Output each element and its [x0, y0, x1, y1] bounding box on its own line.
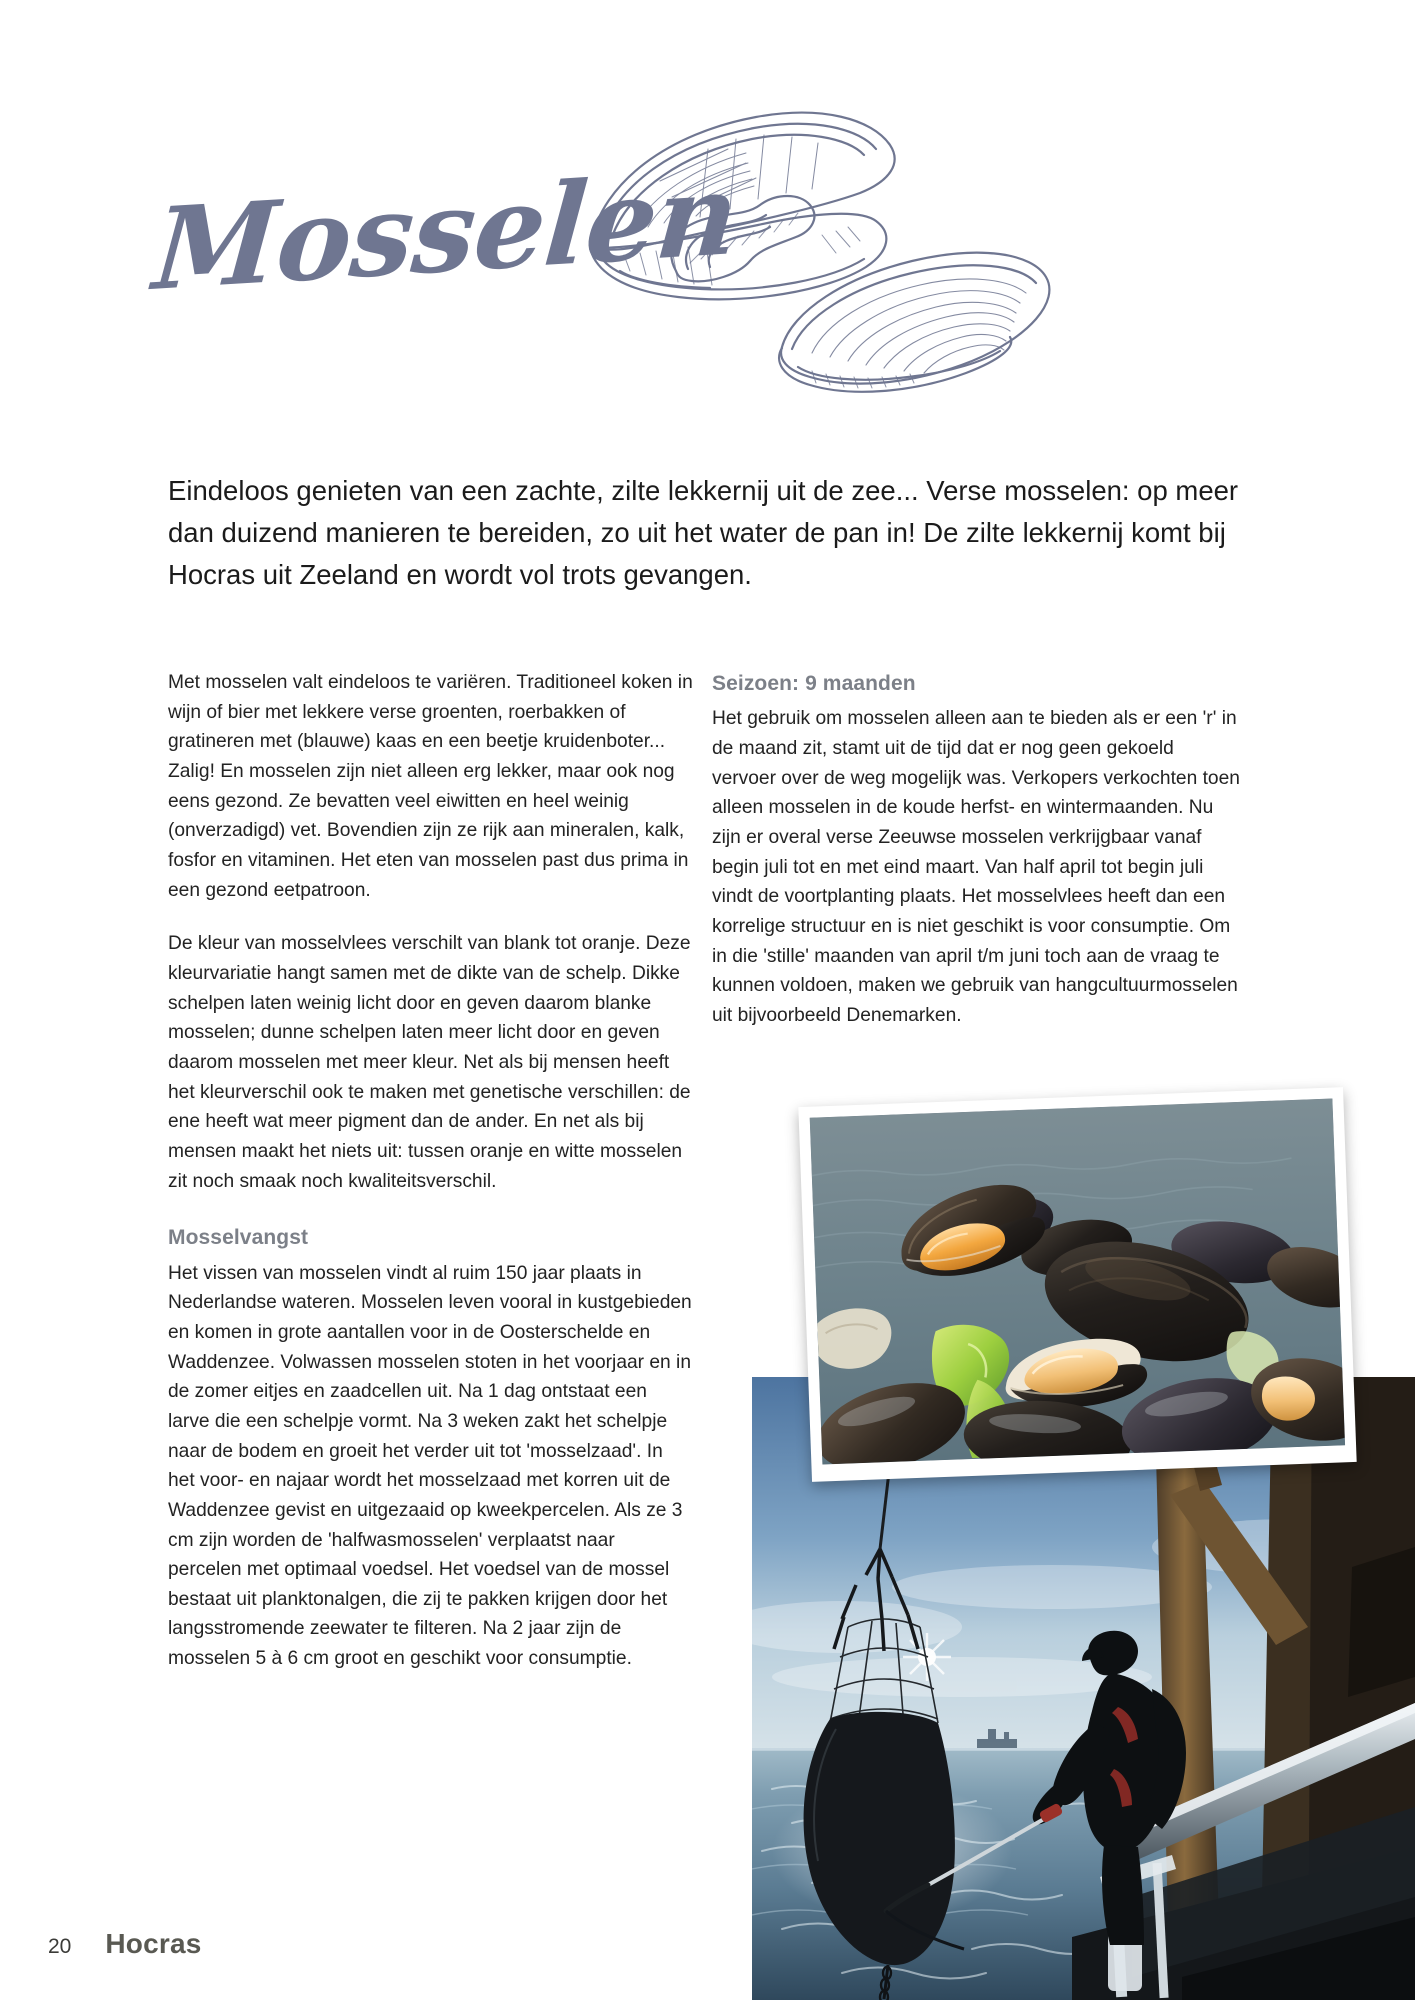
- right-column: [712, 668, 1242, 1031]
- page-number: 20: [48, 1935, 72, 1958]
- right-paragraph-1: Het gebruik om mosselen alleen aan te bieden als er een 'r' in de maand zit, stamt uit de tijd dat er nog geen gekoeld vervoer over de weg mogelijk was. Verkopers verkochten toen alleen mosselen in de koude herfst- en wintermaanden. Nu zijn er overal verse Zeeuwse mosselen verkrijgbaar vanaf begin juli tot en met eind maart. Van half april tot begin juli vindt de voortplanting plaats. Het mosselvlees heeft dan een korrelige structuur en is niet geschikt is voor consumptie. Om in die 'stille' maanden van april t/m juni toch aan de vraag te kunnen voldoen, maken we gebruik van hangcultuurmosselen uit bijvoorbeeld Denemarken.: [712, 708, 1240, 1026]
- page-footer: [48, 1928, 202, 1960]
- left-paragraph-1: Met mosselen valt eindeloos te variëren. Traditioneel koken in wijn of bier met lekkere verse groenten, roerbakken of gratineren met (blauwe) kaas en een beetje kruidenboter... Zalig! En mosselen zijn niet alleen erg lekker, maar ook nog eens gezond. Ze bevatten veel eiwitten en heel weinig (onverzadigd) vet. Bovendien zijn ze rijk aan mineralen, kalk, fosfor en vitaminen. Het eten van mosselen past dus prima in een gezond eetpatroon.: [168, 672, 693, 901]
- heading-seizoen: Seizoen: 9 maanden: [712, 672, 916, 695]
- page-title: Mosselen: [149, 148, 742, 317]
- brand-name: Hocras: [105, 1928, 202, 1959]
- heading-mosselvangst: Mosselvangst: [168, 1226, 309, 1250]
- left-column: [168, 668, 693, 1674]
- page-title-wrap: [149, 148, 770, 355]
- intro-paragraph: Eindeloos genieten van een zachte, zilte lekkernij uit de zee... Verse mosselen: op meer dan duizend manieren te bereiden, zo uit het water de pan in! De zilte lekkernij komt bij Hocras uit Zeeland en wordt vol trots gevangen.: [168, 475, 1239, 590]
- left-paragraph-3: Het vissen van mosselen vindt al ruim 150 jaar plaats in Nederlandse wateren. Mosselen leven vooral in kustgebieden en komen in grote aantallen voor in de Oosterschelde en Waddenzee. Volwassen mosselen stoten in het voorjaar en in de zomer eitjes en zaadcellen uit. Na 1 dag ontstaat een larve die een schelpje vormt. Na 3 weken zakt het schelpje naar de bodem en groeit het verder uit tot 'mosselzaad'. In het voor- en najaar wordt het mosselzaad met korren uit de Waddenzee gevist en uitgezaaid op kweekpercelen. Als ze 3 cm zijn worden de 'halfwasmosselen' verplaatst naar percelen met optimaal voedsel. Het voedsel van de mossel bestaat uit planktonalgen, die zij te pakken krijgen door het langsstromende zeewater te filteren. Na 2 jaar zijn de mosselen 5 à 6 cm groot en geschikt voor consumptie.: [168, 1262, 692, 1670]
- photo-fresh-mussels: [798, 1087, 1356, 1482]
- left-paragraph-2: De kleur van mosselvlees verschilt van blank tot oranje. Deze kleurvariatie hangt samen met de dikte van de schelp. Dikke schelpen laten weinig licht door en geven daarom blanke mosselen; dunne schelpen laten meer licht door en geven daarom mosselen met meer kleur. Net als bij mensen heeft het kleurverschil ook te maken met genetische verschillen: de ene heeft wat meer pigment dan de ander. En net als bij mensen maakt het niets uit: tussen oranje en witte mosselen zit noch smaak noch kwaliteitsverschil.: [168, 933, 691, 1192]
